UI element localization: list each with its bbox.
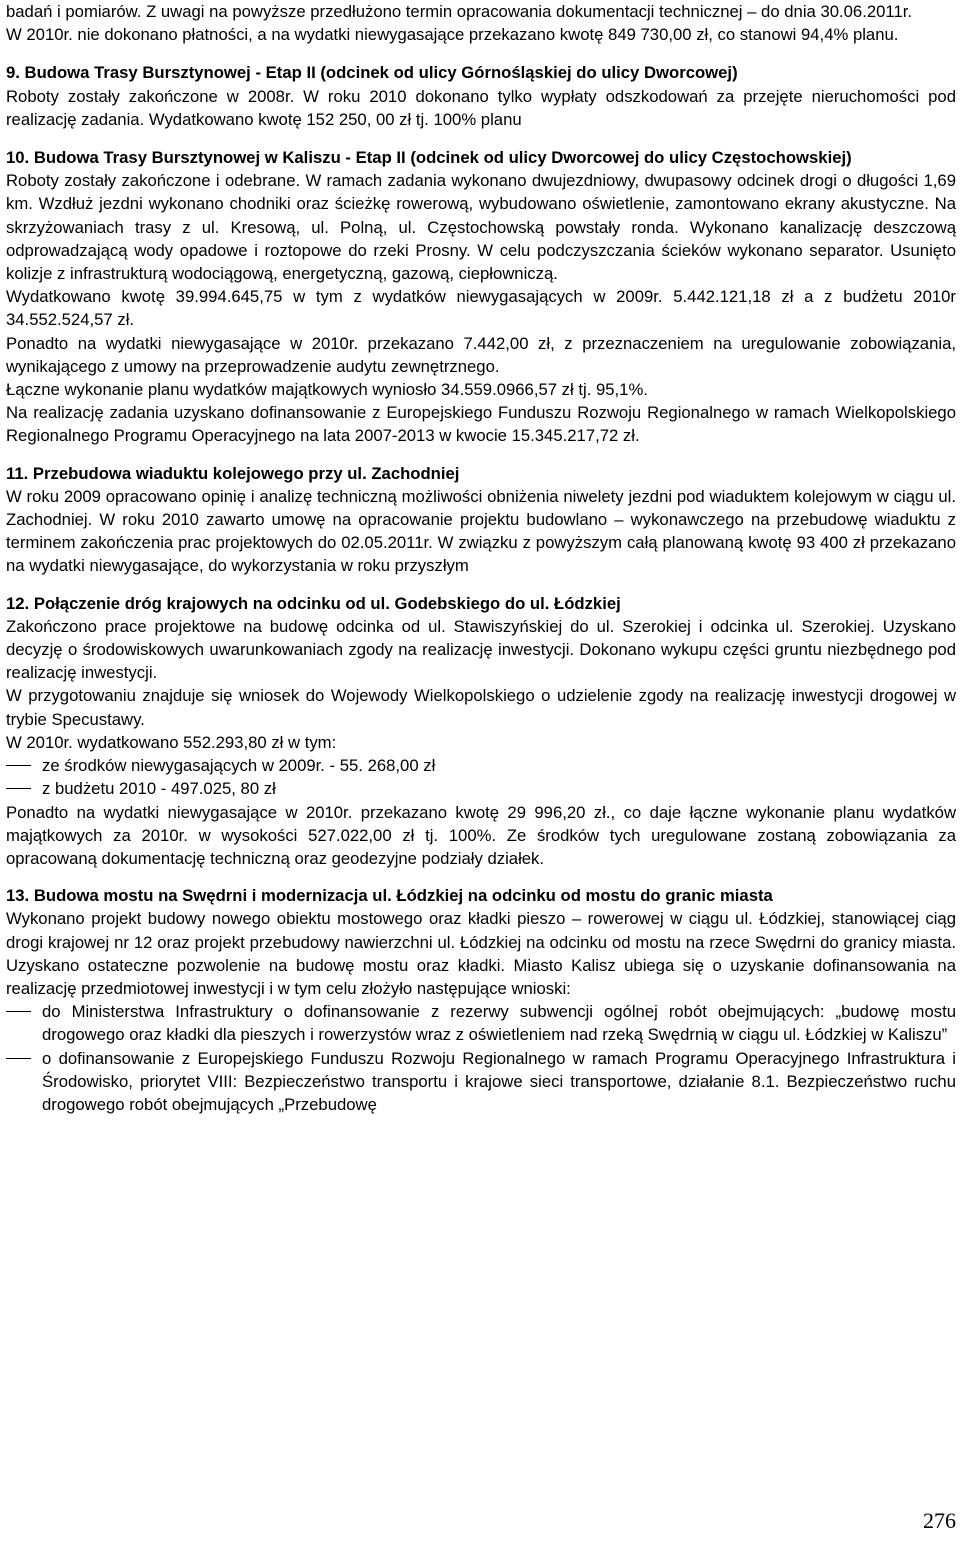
section-13-heading [6,884,956,907]
section-13 [6,884,956,1116]
section-10-paragraph-5: Na realizację zadania uzyskano dofinansowanie z Europejskiego Funduszu Rozwoju Regionalnego w ramach Wielkopolskiego Regionalnego Programu Operacyjnego na lata 2007-2013 w kwocie 15.345.217,72 zł. [6,403,956,446]
section-9-heading: 9. Budowa Trasy Bursztynowej - Etap II (odcinek od ulicy Górnośląskiej do ulicy Dworcowej) [6,63,738,83]
section-12-paragraph-2: W przygotowaniu znajduje się wniosek do Wojewody Wielkopolskiego o udzielenie zgody na realizację inwestycji drogowej w trybie Specustawy. [6,686,956,729]
section-12-paragraph-1: Zakończono prace projektowe na budowę odcinka od ul. Stawiszyńskiej do ul. Szerokiej i odcinka ul. Szerokiej. Uzyskano decyzję o środowiskowych uwarunkowaniach zgody na realizację inwestycji. Dokonano wykupu części gruntu niezbędnego pod realizację inwestycji. [6,616,956,683]
dash-bullet-icon [6,788,31,789]
section-11-body: W roku 2009 opracowano opinię i analizę techniczną możliwości obniżenia niwelety jezdni pod wiaduktem kolejowym w ciągu ul. Zachodniej. W roku 2010 zawarto umowę na opracowanie projektu budowlano – wykonawczego na przebudowę wiaduktu z terminem zakończenia prac projektowych do 02.05.2011r. W związku z powyższym całą planowaną kwotę 93 400 zł przekazano na wydatki niewygasające, do wykorzystania w roku przyszłym [6,486,956,576]
section-10-number: 10. [6,148,30,168]
list-item: z budżetu 2010 - 497.025, 80 zł [6,777,956,800]
section-13-body: Wykonano projekt budowy nowego obiektu mostowego oraz kładki pieszo – rowerowej w ciągu ul. Łódzkiej, stanowiącej ciąg drogi krajowej nr 12 oraz projekt przebudowy nawierzchni ul. Łódzkiej na odcinku od mostu na rzece Swędrni do granicy miasta. Uzyskano ostateczne pozwolenie na budowę mostu oraz kładki. Miasto Kalisz ubiega się o uzyskanie dofinansowania na realizację przedmiotowej inwestycji i w tym celu złożyło następujące wnioski: [6,909,956,998]
section-10-paragraph-2: Wydatkowano kwotę 39.994.645,75 w tym z wydatków niewygasających w 2009r. 5.442.121,18 zł a z budżetu 2010r 34.552.524,57 zł. [6,287,956,330]
section-11 [6,462,956,578]
document-page [6,0,956,1116]
section-10-paragraph-3: Ponadto na wydatki niewygasające w 2010r. przekazano 7.442,00 zł, z przeznaczeniem na uregulowanie zobowiązania, wynikającego z umowy na przeprowadzenie audytu zewnętrznego. [6,333,956,376]
section-12 [6,592,956,870]
list-item: do Ministerstwa Infrastruktury o dofinansowanie z rezerwy subwencji ogólnej robót obejmujących: „budowę mostu drogowego oraz kładki dla pieszych i rowerzystów wraz z oświetleniem nad rzeką Swędrnią w ciągu ul. Łódzkiej w Kaliszu” [6,1000,956,1046]
list-item: o dofinansowanie z Europejskiego Funduszu Rozwoju Regionalnego w ramach Programu Operacyjnego Infrastruktura i Środowisko, priorytet VIII: Bezpieczeństwo transportu i krajowe sieci transportowe, działanie 8.1. Bezpieczeństwo ruchu drogowego robót obejmujących „Przebudowę [6,1047,956,1117]
list-item: ze środków niewygasających w 2009r. - 55. 268,00 zł [6,754,956,777]
section-11-heading: 11. Przebudowa wiaduktu kolejowego przy ul. Zachodniej [6,463,460,483]
section-9-body: Roboty zostały zakończone w 2008r. W roku 2010 dokonano tylko wypłaty odszkodowań za przejęte nieruchomości pod realizację zadania. Wydatkowano kwotę 152 250, 00 zł tj. 100% planu [6,86,956,129]
section-12-heading: 12. Połączenie dróg krajowych na odcinku od ul. Godebskiego do ul. Łódzkiej [6,593,621,613]
intro-paragraph-1: badań i pomiarów. Z uwagi na powyższe przedłużono termin opracowania dokumentacji technicznej – do dnia 30.06.2011r. [6,2,912,21]
section-13-title: Budowa mostu na Swędrni i modernizacja ul. Łódzkiej na odcinku od mostu do granic miasta [33,886,773,906]
intro-block [6,0,956,46]
section-12-paragraph-3: W 2010r. wydatkowano 552.293,80 zł w tym: [6,732,337,752]
intro-paragraph-2: W 2010r. nie dokonano płatności, a na wydatki niewygasające przekazano kwotę 849 730,00 zł, co stanowi 94,4% planu. [6,25,899,45]
section-13-number: 13. [6,886,30,906]
section-10-paragraph-1: Roboty zostały zakończone i odebrane. W ramach zadania wykonano dwujezdniowy, dwupasowy odcinek drogi o długości 1,69 km. Wzdłuż jezdni wykonano chodniki oraz ścieżkę rowerową, wybudowano oświetlenie, zamontowano ekrany akustyczne. Na skrzyżowaniach trasy z ul. Kresową, ul. Polną, ul. Częstochowską powstały ronda. Wykonano kanalizację deszczową odprowadzającą wody opadowe i roztopowe do rzeki Prosny. W celu podczyszczania ścieków wykonano separator. Usunięto kolizje z infrastrukturą wodociągową, energetyczną, gazową, ciepłowniczą. [6,171,956,284]
section-10-paragraph-4: Łączne wykonanie planu wydatków majątkowych wyniosło 34.559.0966,57 zł tj. 95,1%. [6,380,648,400]
section-10-title: Budowa Trasy Bursztynowej w Kaliszu - Etap II (odcinek od ulicy Dworcowej do ulicy Częstochowskiej) [33,148,852,168]
dash-bullet-icon [6,765,31,766]
page-number: 276 [923,1508,956,1533]
section-9 [6,61,956,131]
section-10 [6,146,956,448]
dash-bullet-icon [6,1011,31,1012]
section-12-closing: Ponadto na wydatki niewygasające w 2010r. przekazano kwotę 29 996,20 zł., co daje łączne wykonanie planu wydatków majątkowych za 2010r. w wysokości 527.022,00 zł tj. 100%. Ze środków tych uregulowane zostaną zobowiązania za opracowaną dokumentację techniczną oraz geodezyjne podziały działek. [6,802,956,868]
section-10-heading [6,146,956,169]
dash-bullet-icon [6,1058,31,1059]
